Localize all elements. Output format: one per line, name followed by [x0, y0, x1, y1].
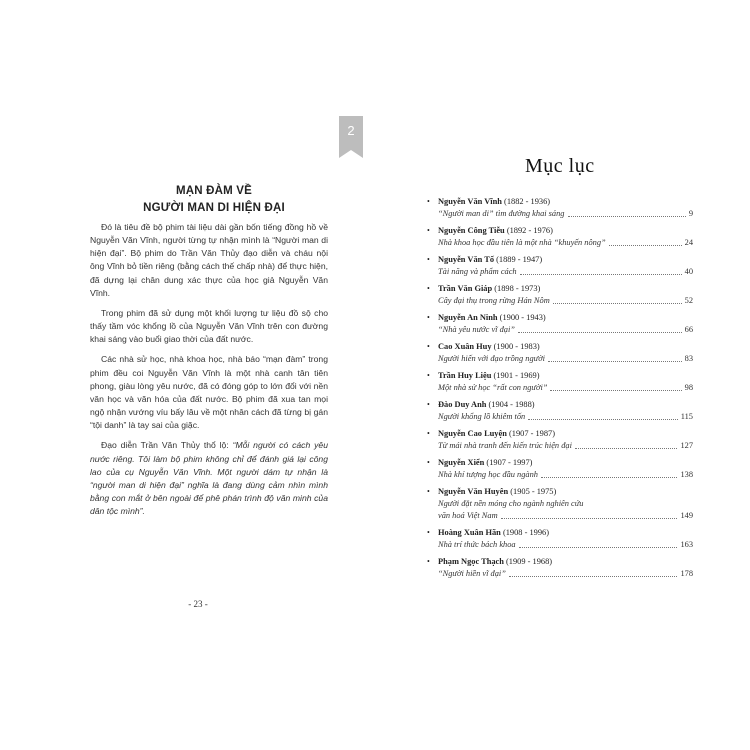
toc-entry-description: Cây đại thụ trong rừng Hán Nôm: [438, 296, 550, 305]
toc-entry-description: Nhà khí tượng học đầu ngành: [438, 470, 538, 479]
bullet-icon: •: [427, 487, 430, 496]
life-years: (1882 - 1936): [501, 197, 551, 206]
person-name: Nguyễn Xiển: [438, 458, 485, 467]
toc-entry-description: Một nhà sử học “rất con người”: [438, 383, 548, 392]
bullet-icon: •: [427, 197, 430, 206]
dot-leader: [509, 568, 678, 577]
toc-entry: [427, 254, 693, 278]
bullet-icon: •: [427, 400, 430, 409]
toc-entry-line: [438, 411, 693, 423]
life-years: (1900 - 1943): [497, 313, 546, 322]
toc-entry-line: [438, 295, 693, 307]
toc-entry-line: [438, 382, 693, 394]
dot-leader: [550, 382, 681, 391]
life-years: (1889 - 1947): [494, 255, 543, 264]
article-title: [90, 183, 338, 217]
person-name: Cao Xuân Huy: [438, 342, 492, 351]
toc-entry-line: [438, 208, 693, 220]
life-years: (1892 - 1976): [504, 226, 553, 235]
bullet-icon: •: [427, 284, 430, 293]
person-name: Đào Duy Anh: [438, 400, 487, 409]
toc-entry-description: văn hoá Việt Nam: [438, 511, 498, 520]
toc-entry-description: Người khổng lồ khiêm tốn: [438, 412, 526, 421]
toc-entry-name: [438, 341, 693, 353]
toc-entry-name: [438, 556, 693, 568]
toc-entry-name: [438, 283, 693, 295]
life-years: (1905 - 1975): [508, 487, 557, 496]
toc-entry-page: 98: [684, 383, 693, 392]
toc-entry-line: [438, 237, 693, 249]
bullet-icon: •: [427, 342, 430, 351]
life-years: (1907 - 1997): [484, 458, 533, 467]
toc-entry-page: 66: [684, 325, 693, 334]
bullet-icon: •: [427, 255, 430, 264]
toc-entry-line: [438, 266, 693, 278]
page-number: - 23 -: [188, 599, 208, 609]
toc-entry: [427, 312, 693, 336]
toc-entry: [427, 196, 693, 220]
toc-title: Mục lục: [525, 155, 595, 177]
toc-entry: [427, 556, 693, 580]
body-paragraph: Trong phim đã sử dụng một khối lượng tư liệu đồ sộ cho thấy tầm vóc khổng lồ của Nguyễn Văn Vĩnh trên con đường khai sáng vào buổi giao thời của đất nước.: [90, 307, 328, 345]
toc-entry: [427, 486, 693, 522]
toc-entry-description: “Người hiền vĩ đại”: [438, 569, 506, 578]
dot-leader: [518, 324, 682, 333]
toc-entry-page: 178: [680, 569, 693, 578]
toc-entry-name: [438, 527, 693, 539]
toc-entry-name: [438, 370, 693, 382]
life-years: (1907 - 1987): [506, 429, 556, 438]
toc-entry-description: “Người man di” tìm đường khai sáng: [438, 209, 565, 218]
toc-entry-name: [438, 457, 693, 469]
dot-leader: [553, 295, 682, 304]
life-years: (1898 - 1973): [492, 284, 541, 293]
toc-entry-line: [438, 440, 693, 452]
bullet-icon: •: [427, 557, 430, 566]
bullet-icon: •: [427, 371, 430, 380]
toc-entry-description: Nhà trí thức bách khoa: [438, 540, 516, 549]
life-years: (1909 - 1968): [503, 557, 553, 566]
toc-entry-page: 127: [680, 441, 693, 450]
toc-entry-page: 52: [684, 296, 693, 305]
toc-entry: [427, 341, 693, 365]
toc-entry-line: [438, 324, 693, 336]
toc-entry: [427, 399, 693, 423]
toc-entry: [427, 370, 693, 394]
quote-text: “Mỗi người có cách yêu nước riêng. Tôi làm bộ phim không chỉ để đánh giá lại công lao của cụ Nguyễn Văn Vĩnh. Một người dám tự nhận là “người man di hiện đại” nghĩa là đang dùng cảm nhìn mình bằng con mắt ở bên ngoài để phê phán trình độ văn minh của dân tộc mình”.: [90, 440, 328, 517]
body-paragraph: Các nhà sử học, nhà khoa học, nhà báo “mạn đàm” trong phim đều coi Nguyễn Văn Vĩnh là một nhà canh tân tiên phong, giàu lòng yêu nước, đã có đóng góp to lớn đổi với nền văn học và văn hóa của đất nước. Bộ phim đã xua tan mọi ngộ nhận vướng víu bấy lâu về một nhân cách đã từng bị gán “tội danh” là tay sai của giặc.: [90, 354, 328, 431]
person-name: Nguyễn An Ninh: [438, 313, 498, 322]
toc-entry-name: [438, 225, 693, 237]
toc-entry: [427, 527, 693, 551]
dot-leader: [609, 237, 682, 246]
toc-entry-page: 83: [684, 354, 693, 363]
toc-entry: [427, 457, 693, 481]
bullet-icon: •: [427, 429, 430, 438]
article-body: [90, 221, 328, 525]
life-years: (1901 - 1969): [491, 371, 540, 380]
toc-entry-name: [438, 196, 693, 208]
toc-entry-description: Nhà khoa học đầu tiên là một nhà “khuyến nông”: [438, 238, 606, 247]
toc-entry-line: [438, 539, 693, 551]
toc-entry: [427, 428, 693, 452]
dot-leader: [575, 440, 678, 449]
toc-entry-page: 40: [684, 267, 693, 276]
toc-entry-line: [438, 469, 693, 481]
toc-entry-page: 149: [680, 511, 693, 520]
dot-leader: [519, 539, 678, 548]
toc-entry-page: 9: [688, 209, 693, 218]
quote-paragraph: [90, 439, 328, 518]
dot-leader: [548, 353, 682, 362]
person-name: Nguyễn Văn Huyên: [438, 487, 509, 496]
toc-entry-description: “Nhà yêu nước vĩ đại”: [438, 325, 515, 334]
toc-entry-page: 115: [680, 412, 693, 421]
person-name: Nguyễn Công Tiễu: [438, 226, 505, 235]
person-name: Phạm Ngọc Thạch: [438, 557, 504, 566]
toc-entry-description: Từ mái nhà tranh đến kiến trúc hiện đại: [438, 441, 572, 450]
life-years: (1904 - 1988): [486, 400, 535, 409]
toc-entry: [427, 225, 693, 249]
toc-entry-description-line1: Người đặt nền móng cho ngành nghiên cứu: [438, 499, 584, 508]
toc-entry-description: Người hiến với đạo trồng người: [438, 354, 545, 363]
life-years: (1908 - 1996): [500, 528, 549, 537]
dot-leader: [520, 266, 682, 275]
dot-leader: [568, 208, 686, 217]
right-page: [347, 0, 750, 750]
toc-entry-page: 24: [684, 238, 693, 247]
chapter-number: 2: [347, 123, 355, 138]
toc-entry-line: [438, 353, 693, 365]
person-name: Nguyễn Văn Vĩnh: [438, 197, 502, 206]
toc-entry-page: 163: [680, 540, 693, 549]
person-name: Nguyễn Văn Tố: [438, 255, 495, 264]
toc-entry-line: [438, 510, 693, 522]
toc-entry-name: [438, 399, 693, 411]
dot-leader: [528, 411, 678, 420]
toc-entry-line: [438, 568, 693, 580]
person-name: Trần Văn Giáp: [438, 284, 493, 293]
bullet-icon: •: [427, 313, 430, 322]
toc-entry-name: [438, 486, 693, 498]
chapter-ribbon: [339, 116, 363, 150]
bullet-icon: •: [427, 528, 430, 537]
toc-entry-name: [438, 254, 693, 266]
toc-entry: [427, 283, 693, 307]
bullet-icon: •: [427, 226, 430, 235]
life-years: (1900 - 1983): [491, 342, 540, 351]
bullet-icon: •: [427, 458, 430, 467]
dot-leader: [541, 469, 677, 478]
person-name: Trần Huy Liệu: [438, 371, 492, 380]
toc-entry-description: Tài năng và phẩm cách: [438, 267, 517, 276]
quote-intro: Đạo diễn Trần Văn Thủy thổ lộ:: [101, 440, 233, 451]
toc-entry-page: 138: [680, 470, 693, 479]
person-name: Hoàng Xuân Hãn: [438, 528, 501, 537]
dot-leader: [501, 510, 678, 519]
body-paragraph: Đó là tiêu đề bộ phim tài liệu dài gần bốn tiếng đồng hồ về Nguyễn Văn Vĩnh, người từng tự nhận mình là “Người man di hiện đại”. Bộ phim do Trần Văn Thủy đạo diễn và cháu nội ông Vĩnh bỏ tiền riêng (bằng cách thế chấp nhà) để thực hiện, đã dựng lại chân dung xác thực của học giả Nguyễn Văn Vĩnh.: [90, 222, 328, 298]
toc-entry-name: [438, 312, 693, 324]
person-name: Nguyễn Cao Luyện: [438, 429, 507, 438]
article-title-line2: NGƯỜI MAN DI HIỆN ĐẠI: [143, 202, 285, 214]
table-of-contents: [427, 196, 693, 585]
toc-entry-name: [438, 428, 693, 440]
article-title-line1: MẠN ĐÀM VỀ: [175, 185, 253, 197]
